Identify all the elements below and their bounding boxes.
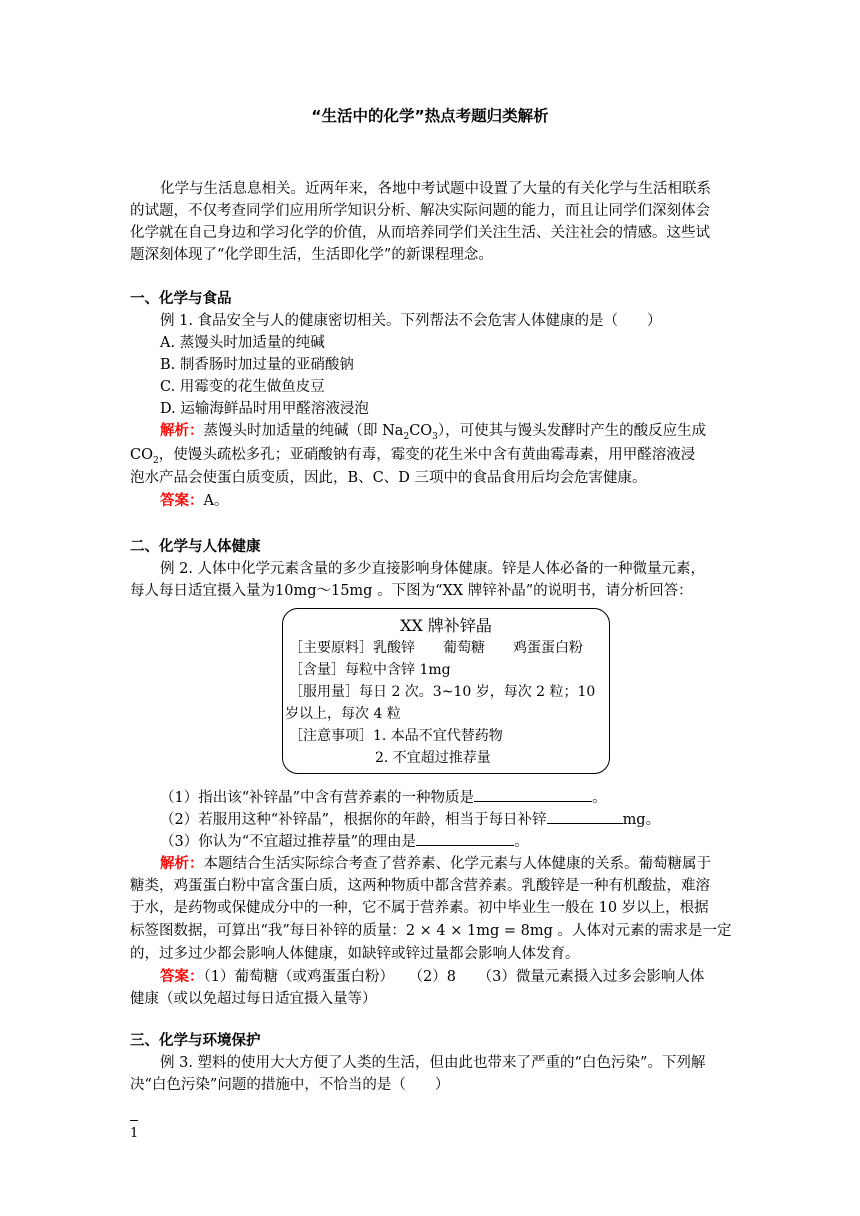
intro-line-2: 的试题，不仅考查同学们应用所学知识分析、解决实际问题的能力，而且让同学们深刻体会 xyxy=(130,203,710,219)
page-title: “生活中的化学”热点考题归类解析 xyxy=(311,107,549,125)
product-label-dosage-cont: 岁以上，每次 4 粒 xyxy=(285,706,401,722)
analysis-2-line-4: 标签图数据，可算出“我”每日补锌的质量：2 × 4 × 1mg = 8mg 。人体对元素的需求是一定 xyxy=(130,923,732,939)
answer-blank-2[interactable] xyxy=(547,808,623,824)
answer-1: 答案：A。 xyxy=(160,493,229,509)
option-b: B. 制香肠时加过量的亚硝酸钠 xyxy=(160,357,354,373)
section-heading-health: 二、化学与人体健康 xyxy=(130,539,261,555)
product-label-ingredients: ［主要原料］乳酸锌 葡萄糖 鸡蛋蛋白粉 xyxy=(289,640,583,656)
product-label-box xyxy=(282,608,610,774)
analysis-1-line-2: $CO_2$，使馒头疏松多孔；亚硝酸钠有毒，霉变的花生米中含有黄曲霉毒素，用甲醛溶液浸 xyxy=(130,447,696,466)
footer-rule xyxy=(130,1120,138,1121)
analysis-label: 解析： xyxy=(160,423,204,439)
product-label-title: XX 牌补锌晶 xyxy=(400,616,492,635)
analysis-2-line-5: 的，过多过少都会影响人体健康，如缺锌或锌过量都会影响人体发育。 xyxy=(130,946,580,962)
analysis-2-line-2: 糖类，鸡蛋蛋白粉中富含蛋白质，这两种物质中都含营养素。乳酸锌是一种有机酸盐，难溶 xyxy=(130,878,710,894)
answer-2-line-2: 健康（或以免超过每日适宜摄入量等） xyxy=(130,991,377,1007)
answer-label: 答案： xyxy=(160,969,204,985)
product-label-content: ［含量］每粒中含锌 1mg xyxy=(289,662,451,678)
analysis-1-line-3: 泡水产品会使蛋白质变质，因此，B、C、D 三项中的食品食用后均会危害健康。 xyxy=(130,470,647,486)
section-heading-food: 一、化学与食品 xyxy=(130,291,232,307)
question-2-2: （2）若服用这种“补锌晶”，根据你的年龄，相当于每日补锌 mg。 xyxy=(160,808,660,831)
analysis-label: 解析： xyxy=(160,856,204,872)
example-1-question: 例 1. 食品安全与人的健康密切相关。下列帮法不会危害人体健康的是（ ） xyxy=(160,313,662,329)
product-label-notes: ［注意事项］1. 本品不宜代替药物 xyxy=(289,728,503,744)
example-3-question-line-2: 决“白色污染”问题的措施中，不恰当的是（ ） xyxy=(130,1077,450,1093)
answer-blank-1[interactable] xyxy=(474,786,592,802)
option-d: D. 运输海鲜品时用甲醛溶液浸泡 xyxy=(160,401,369,417)
question-2-1: （1）指出该“补锌晶”中含有营养素的一种物质是 。 xyxy=(160,786,607,809)
section-heading-environment: 三、化学与环境保护 xyxy=(130,1033,261,1049)
answer-blank-3[interactable] xyxy=(416,830,514,846)
option-a: A. 蒸馒头时加适量的纯碱 xyxy=(160,335,325,351)
analysis-1-line-1: 解析：蒸馒头时加适量的纯碱（即 $Na_2CO_3$），可使其与馒头发酵时产生的酸反应生成 xyxy=(160,423,707,442)
answer-2-line-1: 答案：（1）葡萄糖（或鸡蛋蛋白粉） （2）8 （3）微量元素摄入过多会影响人体 xyxy=(160,969,705,985)
product-label-notes-2: 2. 不宜超过推荐量 xyxy=(375,750,491,766)
page-number: 1 xyxy=(130,1126,139,1141)
example-2-question-line-2: 每人每日适宜摄入量为10mg～15mg 。下图为“XX 牌锌补晶”的说明书，请分析回答： xyxy=(130,583,693,599)
example-2-question-line-1: 例 2. 人体中化学元素含量的多少直接影响身体健康。锌是人体必备的一种微量元素， xyxy=(160,561,706,577)
intro-line-4: 题深刻体现了“化学即生活，生活即化学”的新课程理念。 xyxy=(130,247,493,263)
analysis-2-line-1: 解析：本题结合生活实际综合考查了营养素、化学元素与人体健康的关系。葡萄糖属于 xyxy=(160,856,711,872)
intro-line-3: 化学就在自己身边和学习化学的价值，从而培养同学们关注生活、关注社会的情感。这些试 xyxy=(130,225,710,241)
intro-line-1: 化学与生活息息相关。近两年来，各地中考试题中设置了大量的有关化学与生活相联系 xyxy=(160,181,711,197)
product-label-dosage: ［服用量］每日 2 次。3~10 岁，每次 2 粒；10 xyxy=(289,684,596,700)
option-c: C. 用霉变的花生做鱼皮豆 xyxy=(160,379,325,395)
question-2-3: （3）你认为“不宜超过推荐量”的理由是 。 xyxy=(160,830,529,853)
answer-label: 答案： xyxy=(160,493,204,509)
analysis-2-line-3: 于水，是药物或保健成分中的一种，它不属于营养素。初中毕业生一般在 10 岁以上，根据 xyxy=(130,900,709,916)
example-3-question-line-1: 例 3. 塑料的使用大大方便了人类的生活，但由此也带来了严重的“白色污染”。下列解 xyxy=(160,1055,706,1071)
